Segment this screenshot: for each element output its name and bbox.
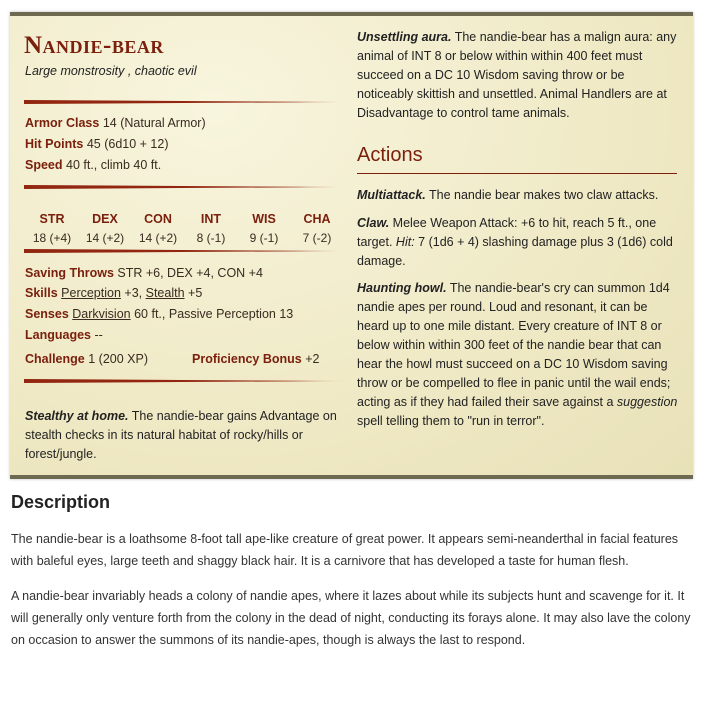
trait-unsettling-aura: Unsettling aura. The nandie-bear has a malign aura: any animal of INT 8 or below within within 400 feet must succeed on a DC 10 Wisdom saving throw or be noticeably skittish and unsettled. Animal Handlers are at Disadvantage to control tame animals. <box>357 30 677 120</box>
challenge: Challenge 1 (200 XP) <box>25 352 148 366</box>
proficiency-bonus: Proficiency Bonus +2 <box>192 352 320 366</box>
darkvision-link[interactable]: Darkvision <box>72 307 131 321</box>
ability-int: INT 8 (-1) <box>196 212 226 245</box>
divider <box>24 249 344 253</box>
action-haunting-howl: Haunting howl. The nandie-bear's cry can summon 1d4 nandie apes per round. Loud and resonant, it can be heard up to one mile distant. Every creature of INT 8 or below within within 300 feet of the nandie bear that can hear the howl must succeed on a DC 10 Wisdom saving throw or be compelled to flee in panic until the wail ends; acting as if they had failed their save against a suggestion spell telling them to "run in terror". <box>357 281 678 428</box>
saving-throws: Saving Throws STR +6, DEX +4, CON +4 <box>25 266 263 280</box>
description-heading: Description <box>11 492 111 512</box>
action-multiattack: Multiattack. The nandie bear makes two claw attacks. <box>357 188 659 202</box>
hit-points: Hit Points 45 (6d10 + 12) <box>25 137 169 151</box>
armor-class: Armor Class 14 (Natural Armor) <box>25 116 206 130</box>
perception-link[interactable]: Perception <box>61 286 121 300</box>
divider <box>24 185 344 189</box>
ability-wis: WIS 9 (-1) <box>249 212 279 245</box>
ability-str: STR 18 (+4) <box>32 212 72 245</box>
stealth-link[interactable]: Stealth <box>145 286 185 300</box>
speed: Speed 40 ft., climb 40 ft. <box>25 158 162 172</box>
languages: Languages -- <box>25 328 103 342</box>
ability-con: CON 14 (+2) <box>138 212 178 245</box>
senses: Senses Darkvision 60 ft., Passive Perception 13 <box>25 307 294 321</box>
description-paragraph: The nandie-bear is a loathsome 8-foot tall ape-like creature of great power. It appears semi-neanderthal in facial features with baleful eyes, large teeth and shaggy black hair. It is a carnivore that has developed a taste for human flesh. <box>11 532 679 568</box>
trait-stealthy-at-home: Stealthy at home. The nandie-bear gains Advantage on stealth checks in its natural habitat of rocky/hills or forest/jungle. <box>25 409 337 461</box>
ability-cha: CHA 7 (-2) <box>302 212 332 245</box>
divider <box>24 100 344 104</box>
monster-name: Nandie-bear <box>24 32 164 59</box>
monster-type: Large monstrosity , chaotic evil <box>25 64 197 78</box>
ability-dex: DEX 14 (+2) <box>85 212 125 245</box>
description-paragraph: A nandie-bear invariably heads a colony of nandie apes, where it lazes about while its subjects hunt and scavenge for it. It will generally only venture forth from the colony in the dead of night, conducting its forays alone. It may also lave the colony on occasion to answer the summons of its nandie-apes, though is always the last to respond. <box>11 589 691 647</box>
skills: Skills Perception +3, Stealth +5 <box>25 286 203 300</box>
action-claw: Claw. Melee Weapon Attack: +6 to hit, reach 5 ft., one target. Hit: 7 (1d6 + 4) slashing damage plus 3 (1d6) cold damage. <box>357 216 673 268</box>
actions-heading: Actions <box>357 144 423 166</box>
stat-block <box>10 12 693 479</box>
divider <box>24 379 344 383</box>
actions-divider <box>357 173 677 174</box>
